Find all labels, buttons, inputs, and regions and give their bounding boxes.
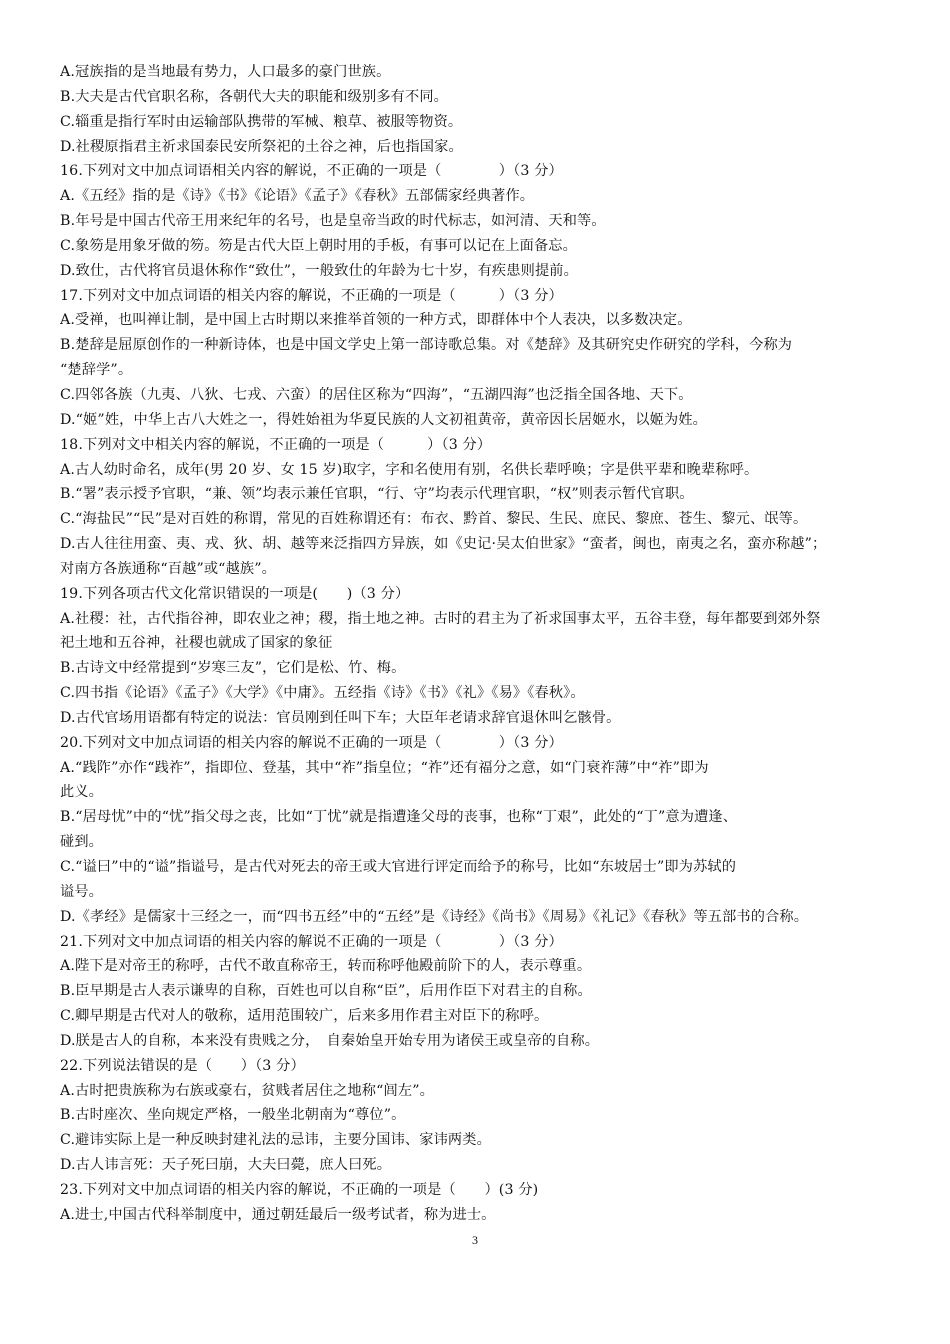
text-line: 祀土地和五谷神，社稷也就成了国家的象征 (60, 635, 333, 652)
text-line: C.卿早期是古代对人的敬称，适用范围较广，后来多用作君主对臣下的称呼。 (60, 1008, 549, 1025)
text-line: A.《五经》指的是《诗》《书》《论语》《孟子》《春秋》五部儒家经典著作。 (60, 188, 535, 205)
text-line: C.象笏是用象牙做的笏。笏是古代大臣上朝时用的手板，有事可以记在上面备忘。 (60, 237, 577, 254)
text-line: A.冠族指的是当地最有势力，人口最多的豪门世族。 (60, 64, 391, 80)
text-line: B.“居母忧”中的“忧”指父母之丧，比如“丁忧”就是指遭逢父母的丧事，也称“丁艰”，此处的“丁”意为遭逢、 (60, 809, 738, 826)
text-line: C.“海盐民”“民”是对百姓的称谓，常见的百姓称谓还有：布衣、黔首、黎民、生民、庶民、黎庶、苍生、黎元、氓等。 (60, 511, 808, 528)
text-line: B.臣早期是古人表示谦卑的自称，百姓也可以自称“臣”，后用作臣下对君主的自称。 (60, 983, 592, 1000)
question-16-stem: 16.下列对文中加点词语相关内容的解说，不正确的一项是（ ）（3 分） (60, 163, 563, 180)
text-line: D.古人往往用蛮、夷、戎、狄、胡、越等来泛指四方异族，如《史记·吴太伯世家》“蛮者，闽也，南夷之名，蛮亦称越”； (60, 536, 827, 553)
question-19-stem: 19.下列各项古代文化常识错误的一项是( )（3 分） (60, 585, 410, 602)
document-body (60, 60, 900, 1228)
text-line: D.古代官场用语都有特定的说法：官员刚到任叫下车；大臣年老请求辞官退休叫乞骸骨。 (60, 709, 621, 726)
text-line: B.大夫是古代官职名称，各朝代大夫的职能和级别多有不同。 (60, 88, 449, 105)
text-line: C.辎重是指行军时由运输部队携带的军械、粮草、被服等物资。 (60, 113, 463, 130)
question-20-stem: 20.下列对文中加点词语的相关内容的解说不正确的一项是（ ）（3 分） (60, 734, 563, 751)
question-21-stem: 21.下列对文中加点词语的相关内容的解说不正确的一项是（ ）（3 分） (60, 933, 563, 950)
text-line: B.“署”表示授予官职，“兼、领”均表示兼任官职，“行、守”均表示代理官职，“权”则表示暂代官职。 (60, 486, 694, 503)
page-number: 3 (472, 1233, 478, 1247)
text-line: A.受禅，也叫禅让制，是中国上古时期以来推举首领的一种方式，即群体中个人表决，以多数决定。 (60, 312, 692, 329)
text-line: C.避讳实际上是一种反映封建礼法的忌讳，主要分国讳、家讳两类。 (60, 1132, 491, 1149)
text-line: B.古诗文中经常提到“岁寒三友”，它们是松、竹、梅。 (60, 660, 406, 677)
text-line: A.进士,中国古代科举制度中，通过朝廷最后一级考试者，称为进士。 (60, 1206, 496, 1223)
text-line: D.致仕，古代将官员退休称作“致仕”，一般致仕的年龄为七十岁，有疾患则提前。 (60, 262, 578, 279)
question-23-stem: 23.下列对文中加点词语的相关内容的解说，不正确的一项是（ ）(3 分) (60, 1181, 539, 1198)
text-line: D.《孝经》是儒家十三经之一，而“四书五经”中的“五经”是《诗经》《尚书》《周易》《礼记》《春秋》等五部书的合称。 (60, 908, 809, 925)
text-line: 谥号。 (60, 883, 104, 900)
text-line: C.四邻各族（九夷、八狄、七戎、六蛮）的居住区称为“四海”，“五湖四海”也泛指全国各地、天下。 (60, 386, 693, 403)
text-line: A.陛下是对帝王的称呼，古代不敢直称帝王，转而称呼他殿前阶下的人，表示尊重。 (60, 958, 592, 975)
text-line: D.朕是古人的自称，本来没有贵贱之分， 自秦始皇开始专用为诸侯王或皇帝的自称。 (60, 1032, 600, 1049)
text-line: D.“姬”姓，中华上古八大姓之一，得姓始祖为华夏民族的人文初祖黄帝，黄帝因长居姬水，以姬为姓。 (60, 411, 708, 428)
text-line: 此义。 (60, 784, 104, 801)
text-line: C.四书指《论语》《孟子》《大学》《中庸》。五经指《诗》《书》《礼》《易》《春秋》。 (60, 685, 585, 702)
text-line: D.社稷原指君主祈求国泰民安所祭祀的土谷之神，后也指国家。 (60, 138, 463, 155)
text-line: A.社稷：社，古代指谷神，即农业之神；稷，指土地之神。古时的君主为了祈求国事太平，五谷丰登，每年都要到郊外祭 (60, 610, 821, 627)
question-18-stem: 18.下列对文中相关内容的解说，不正确的一项是（ ）（3 分） (60, 436, 492, 453)
text-line: 碰到。 (60, 834, 104, 851)
text-line: B.年号是中国古代帝王用来纪年的名号，也是皇帝当政的时代标志，如河清、天和等。 (60, 213, 606, 230)
question-17-stem: 17.下列对文中加点词语的相关内容的解说，不正确的一项是（ ）（3 分） (60, 287, 563, 304)
text-line: A.古时把贵族称为右族或豪右，贫贱者居住之地称“闾左”。 (60, 1082, 434, 1099)
text-line: C.“谥曰”中的“谥”指谥号，是古代对死去的帝王或大官进行评定而给予的称号，比如“东坡居士”即为苏轼的 (60, 859, 737, 875)
question-22-stem: 22.下列说法错误的是（ ）（3 分） (60, 1057, 305, 1074)
text-line: A.古人幼时命名，成年(男 20 岁、女 15 岁)取字，字和名使用有别，名供长辈呼唤；字是供平辈和晚辈称呼。 (60, 461, 759, 478)
text-line: “楚辞学”。 (60, 362, 133, 379)
text-line: D.古人讳言死：天子死曰崩，大夫曰薨，庶人曰死。 (60, 1157, 392, 1174)
text-line: B.古时座次、坐向规定严格，一般坐北朝南为“尊位”。 (60, 1107, 406, 1124)
text-line: 对南方各族通称“百越”或“越族”。 (60, 560, 277, 577)
text-line: B.楚辞是屈原创作的一种新诗体，也是中国文学史上第一部诗歌总集。对《楚辞》及其研究史作研究的学科，今称为 (60, 337, 793, 354)
text-line: A.“践阼”亦作“践祚”，指即位、登基，其中“祚”指皇位；“祚”还有福分之意，如“门衰祚薄”中“祚”即为 (60, 759, 709, 776)
